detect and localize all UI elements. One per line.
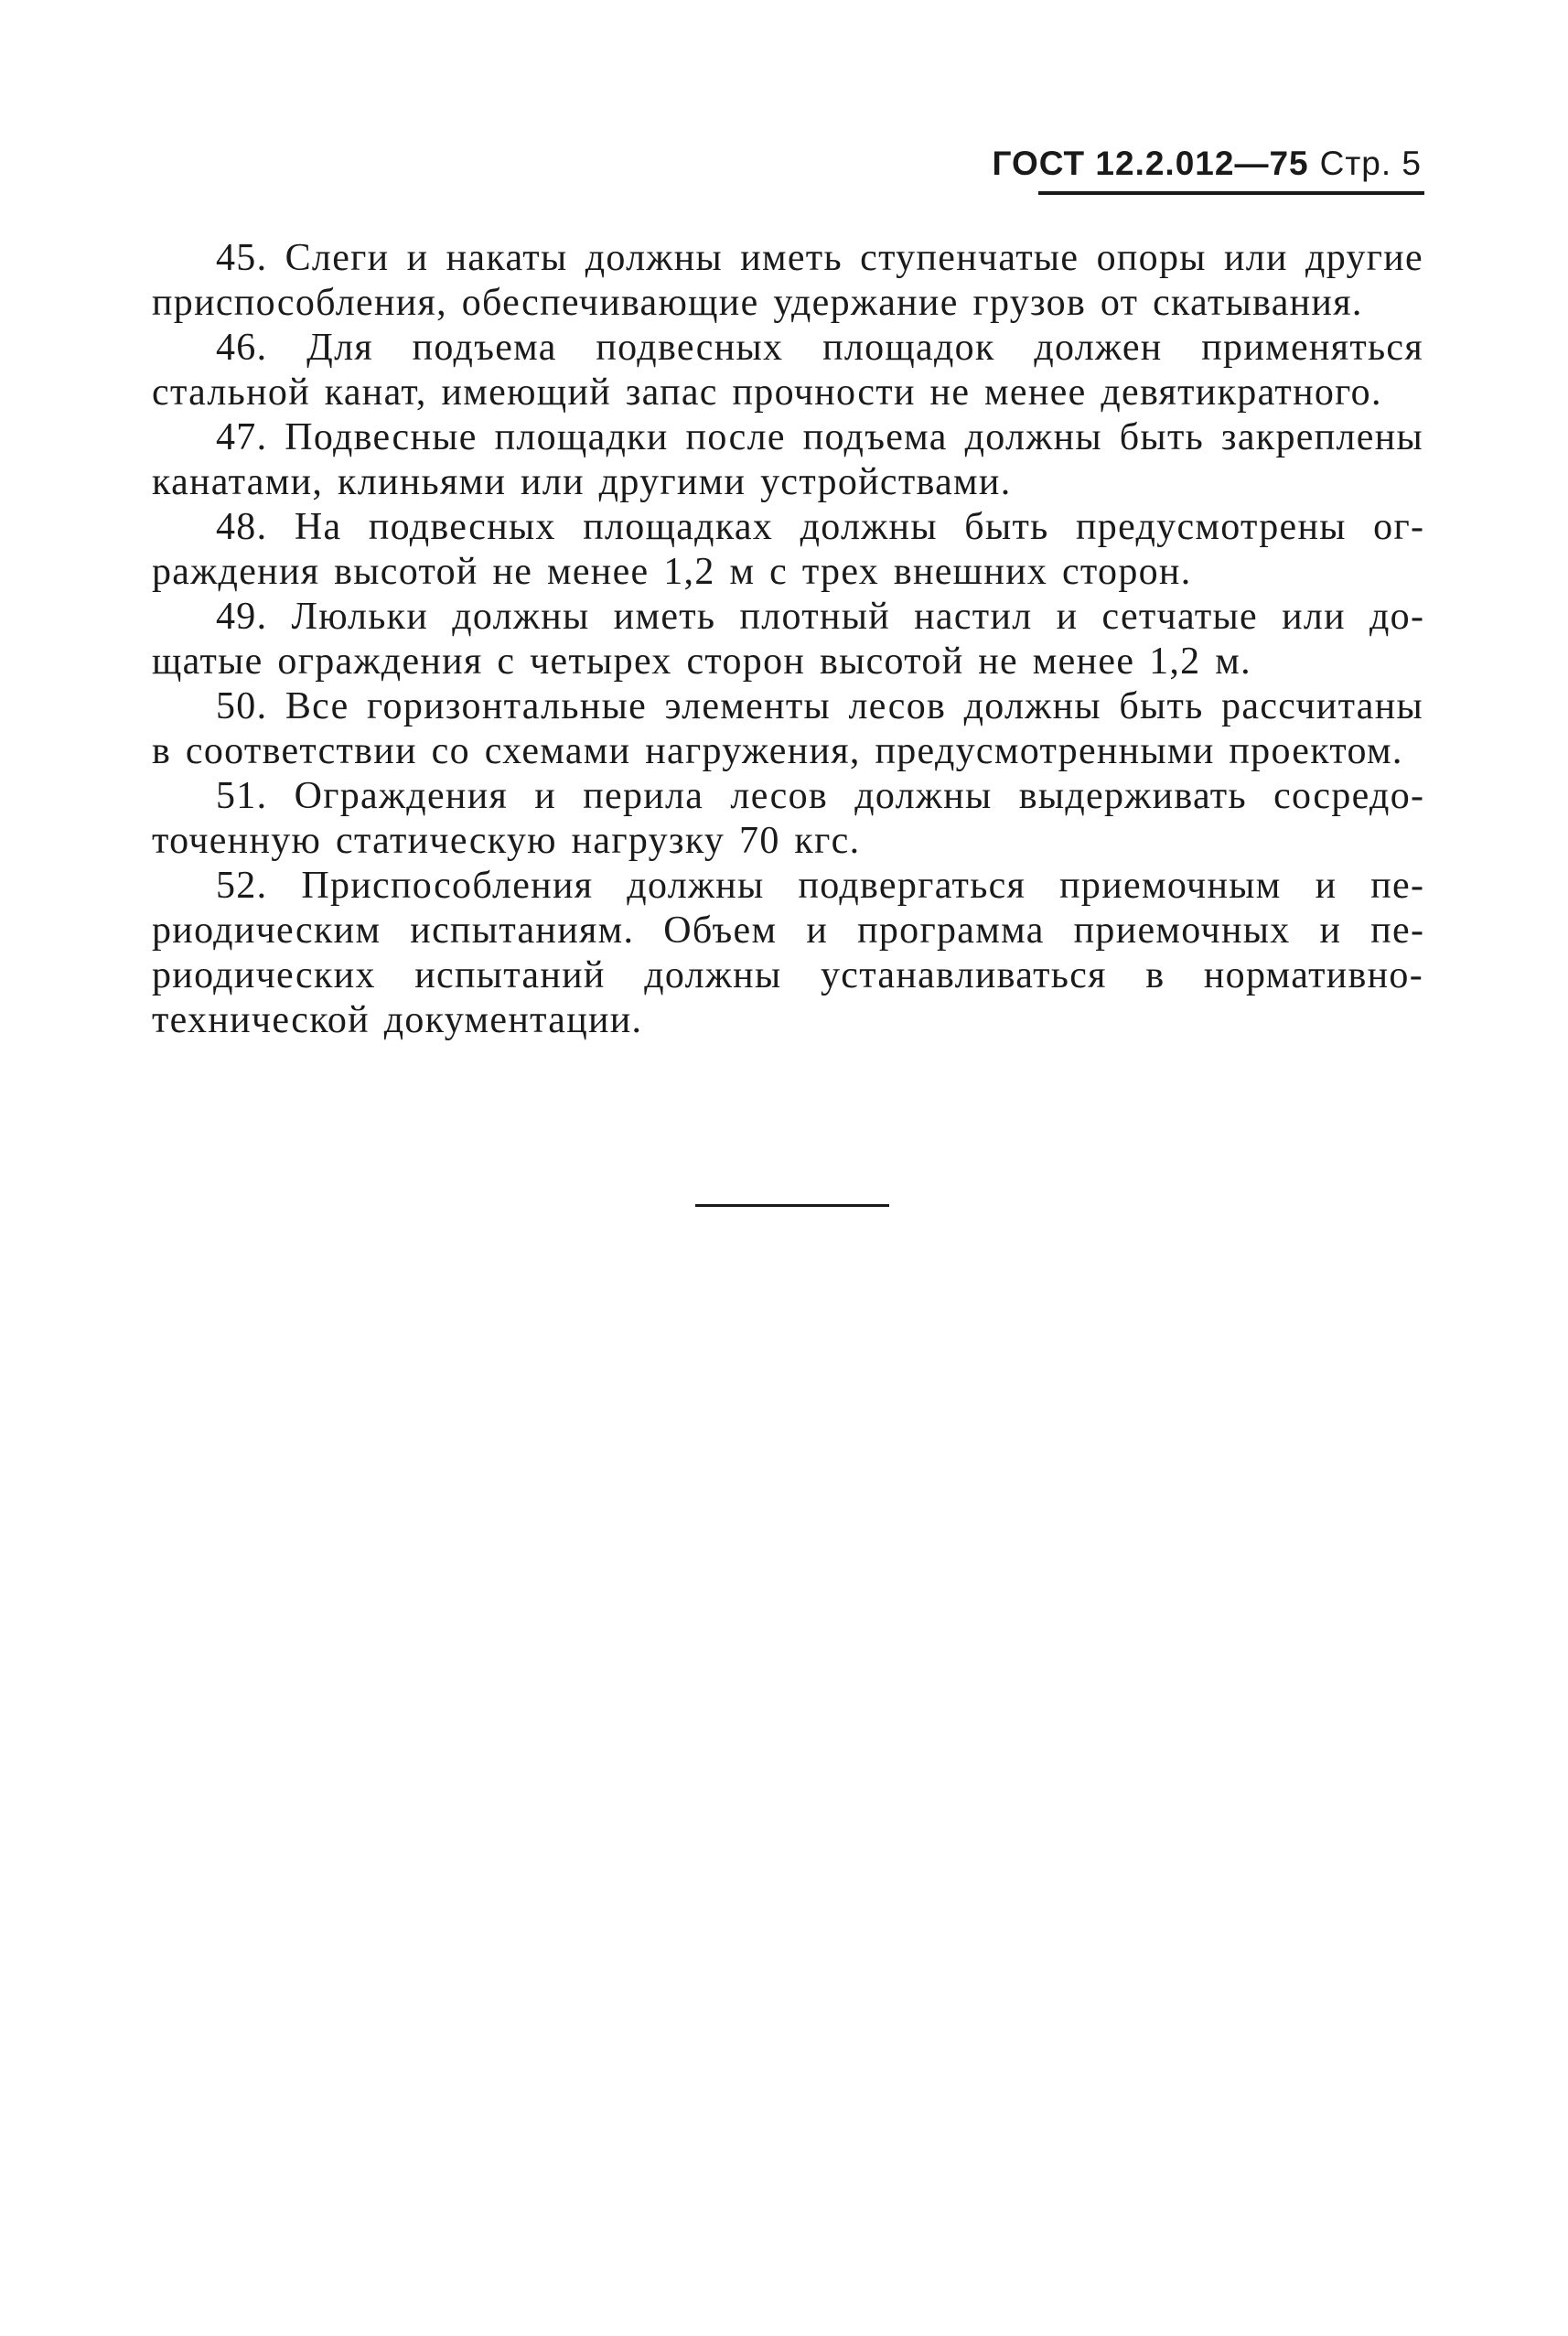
end-of-text-rule [695, 1204, 889, 1207]
header-rule [1038, 191, 1424, 195]
standard-number: ГОСТ 12.2.012—75 [992, 145, 1309, 182]
clause-48: 48. На подвесных площадках должны быть предусмотрены ограждения высотой не менее 1,2 м с трех внешних сторон. [152, 506, 1423, 593]
clause-45: 45. Слеги и накаты должны иметь ступенчатые опоры или другие приспособления, обеспечивающие удержание грузов от скатывания. [152, 237, 1423, 324]
clause-49: 49. Люльки должны иметь плотный настил и сетчатые или дощатые ограждения с четырех сторон высотой не менее 1,2 м. [152, 596, 1423, 683]
clause-50: 50. Все горизонтальные элементы лесов должны быть рассчитаны в соответствии со схемами нагружения, предусмотренными проектом. [152, 685, 1423, 772]
clause-47: 47. Подвесные площадки после подъема должны быть закреплены канатами, клиньями или другими устройствами. [152, 416, 1423, 503]
page-number: Стр. 5 [1319, 145, 1422, 182]
running-header [992, 145, 1422, 183]
clauses-text [152, 236, 1423, 1043]
clause-46: 46. Для подъема подвесных площадок должен применяться стальной канат, имеющий запас прочности не менее девятикратного. [152, 327, 1423, 414]
clause-52: 52. Приспособления должны подвергаться приемочным и периодическим испытаниям. Объем и программа приемочных и периодических испытаний должны устанавливаться в нормативно-технической документации. [152, 865, 1423, 1041]
clause-51: 51. Ограждения и перила лесов должны выдерживать сосредоточенную статическую нагрузку 70 кгс. [152, 775, 1423, 862]
